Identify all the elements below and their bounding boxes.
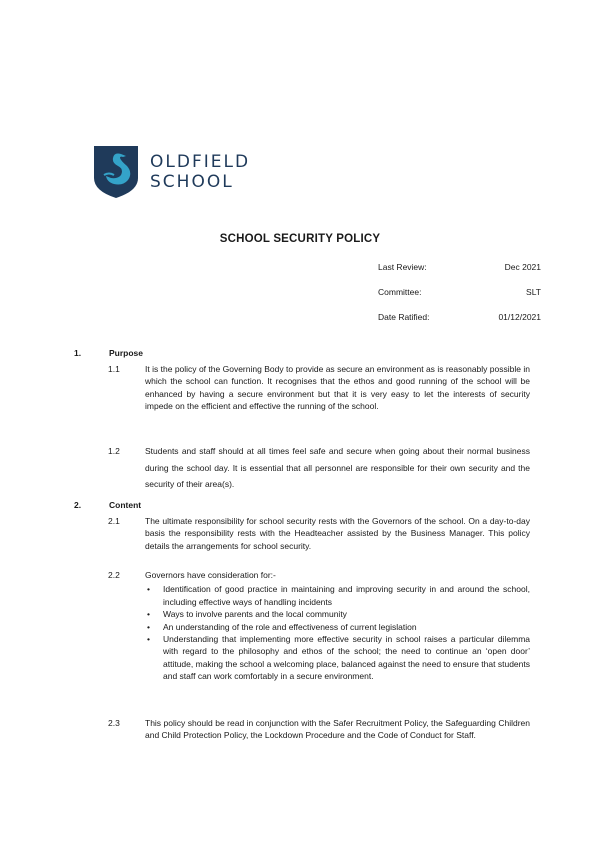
review-meta-table (378, 262, 541, 337)
paragraph-number: 1.1 (108, 364, 120, 374)
meta-value: Dec 2021 (504, 262, 541, 272)
paragraph-number: 2.3 (108, 718, 120, 728)
paragraph-text: Students and staff should at all times feel safe and secure when going about their normal business during the school day. It is essential that all personnel are responsible for their own security and the security of their area(s). (145, 446, 530, 489)
meta-row-last-review (378, 262, 541, 287)
logo-line-1: OLDFIELD (150, 152, 251, 172)
school-wordmark (150, 152, 250, 192)
paragraph-text: The ultimate responsibility for school security rests with the Governors of the school. On a day-to-day basis the responsibility rests with the Headteacher assisted by the Business Manager. This policy details the arrangements for school security. (145, 516, 530, 551)
meta-label: Committee: (378, 287, 422, 297)
paragraph-number: 2.2 (108, 570, 120, 580)
paragraph-text: This policy should be read in conjunction with the Safer Recruitment Policy, the Safeguarding Children and Child Protection Policy, the Lockdown Procedure and the Code of Conduct for Staff. (145, 718, 530, 741)
paragraph (108, 569, 530, 683)
section-number: 1. (74, 348, 82, 358)
paragraph-text: Governors have consideration for:- (145, 570, 276, 580)
list-item: • Identification of good practice in maintaining and improving security in and around the school, including effective ways of handling incidents (145, 583, 530, 608)
logo-line-2: SCHOOL (150, 172, 234, 192)
list-item: • Ways to involve parents and the local community (145, 608, 530, 620)
bullet-list (145, 583, 530, 682)
list-item: • An understanding of the role and effectiveness of current legislation (145, 621, 530, 633)
paragraph (108, 717, 530, 742)
meta-value: SLT (526, 287, 541, 297)
paragraph-text: It is the policy of the Governing Body to provide as secure an environment as is reasonably possible in which the school can function. It recognises that the ethos and good running of the school will be enhanced by having a secure environment but that it is very easy to let the interests of security impede on the efficient and effective the running of the school. (145, 364, 530, 412)
section-title: Purpose (109, 348, 144, 358)
school-logo (93, 145, 250, 199)
list-item: • Understanding that implementing more effective security in school raises a particular dilemma with regard to the philosophy and ethos of the school; the need to continue an ‘open door’ attitude, making the school a welcoming place, balanced against the need to ensure that students and staff can work comfortably in a secure environment. (145, 633, 530, 683)
meta-row-date-ratified (378, 312, 541, 337)
section-title: Content (109, 500, 142, 510)
meta-label: Date Ratified: (378, 312, 430, 322)
meta-label: Last Review: (378, 262, 427, 272)
paragraph (108, 363, 530, 413)
paragraph (108, 443, 530, 493)
meta-row-committee (378, 287, 541, 312)
swan-crest-icon (93, 145, 139, 199)
meta-value: 01/12/2021 (498, 312, 541, 322)
section-number: 2. (74, 500, 82, 510)
document-title: SCHOOL SECURITY POLICY (219, 233, 381, 245)
paragraph-number: 2.1 (108, 516, 120, 526)
paragraph-number: 1.2 (108, 446, 120, 456)
paragraph (108, 515, 530, 552)
